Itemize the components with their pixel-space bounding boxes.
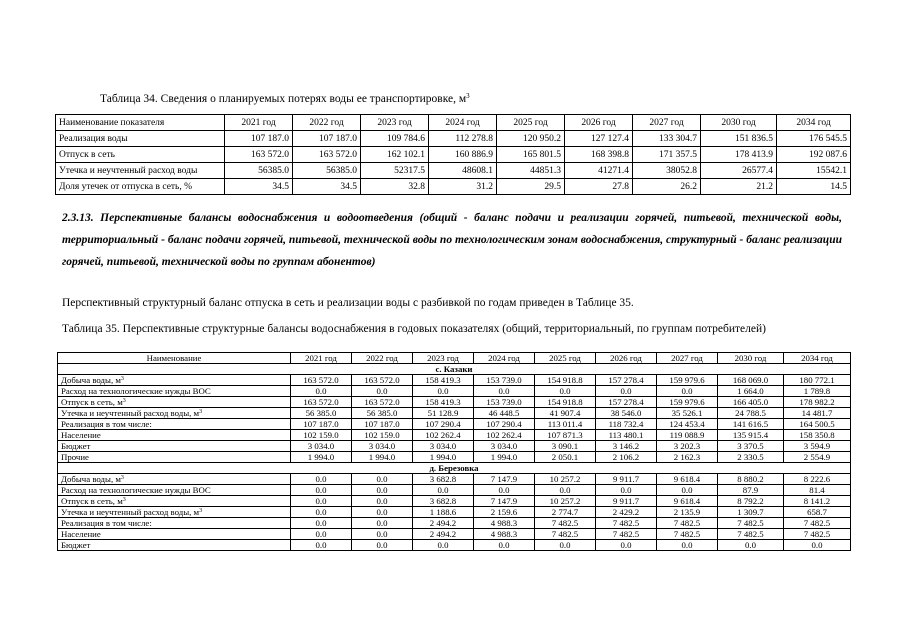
value-cell: 7 147.9 xyxy=(474,496,535,507)
row-label: Реализация в том числе: xyxy=(58,419,291,430)
value-cell: 29.5 xyxy=(497,179,565,195)
value-cell: 9 618.4 xyxy=(657,474,718,485)
value-cell: 113 011.4 xyxy=(535,419,596,430)
header-cell: 2023 год xyxy=(361,115,429,131)
table-row xyxy=(58,386,851,397)
header-cell: Наименование показателя xyxy=(56,115,225,131)
table-row xyxy=(58,518,851,529)
row-label: Реализация в том числе: xyxy=(58,518,291,529)
unit-superscript: 3 xyxy=(122,497,126,503)
value-cell: 154 918.8 xyxy=(535,375,596,386)
value-cell: 2 774.7 xyxy=(535,507,596,518)
value-cell: 157 278.4 xyxy=(596,397,657,408)
value-cell: 2 494.2 xyxy=(413,518,474,529)
value-cell: 0.0 xyxy=(474,386,535,397)
row-label: Население xyxy=(58,529,291,540)
group-row xyxy=(58,364,851,375)
value-cell: 8 222.6 xyxy=(784,474,851,485)
table-row xyxy=(58,485,851,496)
value-cell: 102 262.4 xyxy=(413,430,474,441)
value-cell: 44851.3 xyxy=(497,163,565,179)
value-cell: 14.5 xyxy=(777,179,851,195)
value-cell: 0.0 xyxy=(596,386,657,397)
table-row xyxy=(58,452,851,463)
value-cell: 56 385.0 xyxy=(291,408,352,419)
unit-superscript: 3 xyxy=(120,475,124,481)
value-cell: 0.0 xyxy=(352,485,413,496)
value-cell: 2 494.2 xyxy=(413,529,474,540)
table-row xyxy=(56,131,851,147)
value-cell: 163 572.0 xyxy=(293,147,361,163)
value-cell: 163 572.0 xyxy=(352,375,413,386)
value-cell: 102 159.0 xyxy=(352,430,413,441)
header-cell: 2025 год xyxy=(497,115,565,131)
value-cell: 2 106.2 xyxy=(596,452,657,463)
value-cell: 0.0 xyxy=(352,529,413,540)
table-row xyxy=(58,397,851,408)
value-cell: 3 034.0 xyxy=(474,441,535,452)
value-cell: 0.0 xyxy=(291,507,352,518)
header-cell: 2030 год xyxy=(718,353,784,364)
value-cell: 38052.8 xyxy=(633,163,701,179)
header-cell: 2022 год xyxy=(352,353,413,364)
table-row xyxy=(58,496,851,507)
value-cell: 3 034.0 xyxy=(352,441,413,452)
header-cell: 2025 год xyxy=(535,353,596,364)
value-cell: 56 385.0 xyxy=(352,408,413,419)
value-cell: 0.0 xyxy=(352,496,413,507)
value-cell: 8 880.2 xyxy=(718,474,784,485)
value-cell: 2 050.1 xyxy=(535,452,596,463)
group-row xyxy=(58,463,851,474)
row-label: Добыча воды, $м^3$ xyxy=(58,375,291,386)
value-cell: 3 682.8 xyxy=(413,496,474,507)
value-cell: 0.0 xyxy=(535,485,596,496)
header-cell: 2024 год xyxy=(429,115,497,131)
value-cell: 52317.5 xyxy=(361,163,429,179)
header-cell: 2022 год xyxy=(293,115,361,131)
value-cell: 133 304.7 xyxy=(633,131,701,147)
value-cell: 0.0 xyxy=(657,386,718,397)
value-cell: 3 034.0 xyxy=(291,441,352,452)
value-cell: 120 950.2 xyxy=(497,131,565,147)
value-cell: 3 594.9 xyxy=(784,441,851,452)
value-cell: 168 069.0 xyxy=(718,375,784,386)
value-cell: 7 482.5 xyxy=(657,518,718,529)
value-cell: 163 572.0 xyxy=(225,147,293,163)
value-cell: 154 918.8 xyxy=(535,397,596,408)
header-cell: Наименование xyxy=(58,353,291,364)
table-34 xyxy=(55,114,851,195)
row-label: Отпуск в сеть, $м^3$ xyxy=(58,397,291,408)
value-cell: 4 988.3 xyxy=(474,518,535,529)
value-cell: 0.0 xyxy=(352,540,413,551)
value-cell: 102 159.0 xyxy=(291,430,352,441)
section-heading: 2.3.13. Перспективные балансы водоснабжения и водоотведения (общий - баланс подачи и реализации горячей, питьевой, технической воды, территориальный - баланс подачи горячей, питьевой, технической воды по технологическим зонам водоснабжения, структурный - баланс реализации горячей, питьевой, технической воды по группам абонентов) xyxy=(62,212,842,268)
table-row xyxy=(58,408,851,419)
value-cell: 21.2 xyxy=(701,179,777,195)
value-cell: 24 788.5 xyxy=(718,408,784,419)
value-cell: 163 572.0 xyxy=(291,375,352,386)
value-cell: 7 482.5 xyxy=(535,518,596,529)
row-label: Расход на технологические нужды ВОС xyxy=(58,386,291,397)
value-cell: 46 448.5 xyxy=(474,408,535,419)
value-cell: 9 618.4 xyxy=(657,496,718,507)
value-cell: 3 682.8 xyxy=(413,474,474,485)
value-cell: 9 911.7 xyxy=(596,474,657,485)
table-header-row xyxy=(58,353,851,364)
value-cell: 32.8 xyxy=(361,179,429,195)
table-row xyxy=(58,529,851,540)
value-cell: 0.0 xyxy=(413,540,474,551)
value-cell: 157 278.4 xyxy=(596,375,657,386)
value-cell: 176 545.5 xyxy=(777,131,851,147)
value-cell: 153 739.0 xyxy=(474,397,535,408)
value-cell: 118 732.4 xyxy=(596,419,657,430)
value-cell: 164 500.5 xyxy=(784,419,851,430)
table-row xyxy=(58,507,851,518)
value-cell: 0.0 xyxy=(291,386,352,397)
table-34-caption: Таблица 34. Сведения о планируемых потерях воды ее транспортировке, $м^3$ xyxy=(100,92,470,105)
unit-superscript: 3 xyxy=(199,508,203,514)
value-cell: 1 994.0 xyxy=(352,452,413,463)
value-cell: 3 202.3 xyxy=(657,441,718,452)
value-cell: 151 836.5 xyxy=(701,131,777,147)
header-cell: 2026 год xyxy=(596,353,657,364)
group-name: с. Казаки xyxy=(58,364,851,375)
value-cell: 27.8 xyxy=(565,179,633,195)
value-cell: 124 453.4 xyxy=(657,419,718,430)
header-cell: 2021 год xyxy=(291,353,352,364)
value-cell: 0.0 xyxy=(657,485,718,496)
value-cell: 107 187.0 xyxy=(225,131,293,147)
value-cell: 35 526.1 xyxy=(657,408,718,419)
value-cell: 2 135.9 xyxy=(657,507,718,518)
value-cell: 8 141.2 xyxy=(784,496,851,507)
table-row xyxy=(58,474,851,485)
table-row xyxy=(56,147,851,163)
value-cell: 0.0 xyxy=(596,540,657,551)
value-cell: 153 739.0 xyxy=(474,375,535,386)
value-cell: 0.0 xyxy=(474,540,535,551)
value-cell: 2 330.5 xyxy=(718,452,784,463)
value-cell: 3 090.1 xyxy=(535,441,596,452)
table-row xyxy=(56,179,851,195)
header-cell: 2023 год xyxy=(413,353,474,364)
header-cell: 2030 год xyxy=(701,115,777,131)
value-cell: 7 482.5 xyxy=(596,518,657,529)
table-row xyxy=(58,540,851,551)
header-cell: 2034 год xyxy=(784,353,851,364)
value-cell: 0.0 xyxy=(291,529,352,540)
value-cell: 9 911.7 xyxy=(596,496,657,507)
row-label: Прочие xyxy=(58,452,291,463)
value-cell: 171 357.5 xyxy=(633,147,701,163)
value-cell: 127 127.4 xyxy=(565,131,633,147)
value-cell: 0.0 xyxy=(474,485,535,496)
value-cell: 168 398.8 xyxy=(565,147,633,163)
value-cell: 7 482.5 xyxy=(657,529,718,540)
value-cell: 107 187.0 xyxy=(352,419,413,430)
value-cell: 38 546.0 xyxy=(596,408,657,419)
value-cell: 0.0 xyxy=(291,540,352,551)
value-cell: 7 482.5 xyxy=(596,529,657,540)
table-row xyxy=(58,419,851,430)
value-cell: 48608.1 xyxy=(429,163,497,179)
row-label: Отпуск в сеть, $м^3$ xyxy=(58,496,291,507)
value-cell: 162 102.1 xyxy=(361,147,429,163)
value-cell: 158 350.8 xyxy=(784,430,851,441)
value-cell: 135 915.4 xyxy=(718,430,784,441)
header-cell: 2027 год xyxy=(633,115,701,131)
value-cell: 0.0 xyxy=(657,540,718,551)
value-cell: 1 664.0 xyxy=(718,386,784,397)
value-cell: 159 979.6 xyxy=(657,375,718,386)
value-cell: 113 480.1 xyxy=(596,430,657,441)
row-label: Расход на технологические нужды ВОС xyxy=(58,485,291,496)
row-label: Утечка и неучтенный расход воды, $м^3$ xyxy=(58,507,291,518)
row-label: Население xyxy=(58,430,291,441)
value-cell: 0.0 xyxy=(291,485,352,496)
value-cell: 2 162.3 xyxy=(657,452,718,463)
value-cell: 178 982.2 xyxy=(784,397,851,408)
value-cell: 141 616.5 xyxy=(718,419,784,430)
value-cell: 3 146.2 xyxy=(596,441,657,452)
value-cell: 159 979.6 xyxy=(657,397,718,408)
value-cell: 4 988.3 xyxy=(474,529,535,540)
header-cell: 2027 год xyxy=(657,353,718,364)
table-row xyxy=(58,430,851,441)
value-cell: 3 034.0 xyxy=(413,441,474,452)
value-cell: 109 784.6 xyxy=(361,131,429,147)
header-cell: 2034 год xyxy=(777,115,851,131)
value-cell: 7 482.5 xyxy=(784,518,851,529)
value-cell: 0.0 xyxy=(291,496,352,507)
row-label: Бюджет xyxy=(58,441,291,452)
value-cell: 26.2 xyxy=(633,179,701,195)
value-cell: 107 187.0 xyxy=(291,419,352,430)
header-cell: 2021 год xyxy=(225,115,293,131)
value-cell: 107 187.0 xyxy=(293,131,361,147)
value-cell: 31.2 xyxy=(429,179,497,195)
value-cell: 7 482.5 xyxy=(718,529,784,540)
value-cell: 1 994.0 xyxy=(474,452,535,463)
value-cell: 1 188.6 xyxy=(413,507,474,518)
unit-superscript: 3 xyxy=(120,376,124,382)
value-cell: 119 088.9 xyxy=(657,430,718,441)
row-label: Утечка и неучтенный расход воды xyxy=(56,163,225,179)
value-cell: 0.0 xyxy=(291,474,352,485)
value-cell: 15542.1 xyxy=(777,163,851,179)
value-cell: 7 482.5 xyxy=(535,529,596,540)
row-label: Бюджет xyxy=(58,540,291,551)
value-cell: 10 257.2 xyxy=(535,496,596,507)
value-cell: 178 413.9 xyxy=(701,147,777,163)
table-35-caption: Таблица 35. Перспективные структурные балансы водоснабжения в годовых показателях (общий, территориальный, по группам потребителей) xyxy=(62,323,766,335)
row-label: Отпуск в сеть xyxy=(56,147,225,163)
intro-paragraph: Перспективный структурный баланс отпуска в сеть и реализации воды с разбивкой по годам приведен в Таблице 35. xyxy=(62,297,634,309)
value-cell: 7 482.5 xyxy=(718,518,784,529)
value-cell: 163 572.0 xyxy=(291,397,352,408)
value-cell: 0.0 xyxy=(352,507,413,518)
value-cell: 163 572.0 xyxy=(352,397,413,408)
value-cell: 192 087.6 xyxy=(777,147,851,163)
value-cell: 34.5 xyxy=(293,179,361,195)
value-cell: 7 482.5 xyxy=(784,529,851,540)
value-cell: 10 257.2 xyxy=(535,474,596,485)
value-cell: 107 290.4 xyxy=(474,419,535,430)
value-cell: 0.0 xyxy=(535,540,596,551)
table-row xyxy=(56,163,851,179)
value-cell: 0.0 xyxy=(413,485,474,496)
value-cell: 0.0 xyxy=(352,474,413,485)
value-cell: 1 994.0 xyxy=(291,452,352,463)
value-cell: 158 419.3 xyxy=(413,397,474,408)
value-cell: 0.0 xyxy=(535,386,596,397)
header-cell: 2024 год xyxy=(474,353,535,364)
value-cell: 2 159.6 xyxy=(474,507,535,518)
value-cell: 14 481.7 xyxy=(784,408,851,419)
value-cell: 180 772.1 xyxy=(784,375,851,386)
row-label: Реализация воды xyxy=(56,131,225,147)
value-cell: 34.5 xyxy=(225,179,293,195)
value-cell: 102 262.4 xyxy=(474,430,535,441)
group-name: д. Березовка xyxy=(58,463,851,474)
unit-superscript: 3 xyxy=(122,398,126,404)
unit-superscript: 3 xyxy=(199,409,203,415)
value-cell: 81.4 xyxy=(784,485,851,496)
value-cell: 2 554.9 xyxy=(784,452,851,463)
value-cell: 1 994.0 xyxy=(413,452,474,463)
value-cell: 1 309.7 xyxy=(718,507,784,518)
table-35 xyxy=(57,352,851,551)
value-cell: 0.0 xyxy=(291,518,352,529)
row-label: Доля утечек от отпуска в сеть, % xyxy=(56,179,225,195)
value-cell: 165 801.5 xyxy=(497,147,565,163)
value-cell: 87.9 xyxy=(718,485,784,496)
value-cell: 107 871.3 xyxy=(535,430,596,441)
table-row xyxy=(58,375,851,386)
value-cell: 0.0 xyxy=(596,485,657,496)
value-cell: 7 147.9 xyxy=(474,474,535,485)
value-cell: 107 290.4 xyxy=(413,419,474,430)
table-row xyxy=(58,441,851,452)
value-cell: 56385.0 xyxy=(293,163,361,179)
value-cell: 2 429.2 xyxy=(596,507,657,518)
value-cell: 41 907.4 xyxy=(535,408,596,419)
value-cell: 26577.4 xyxy=(701,163,777,179)
value-cell: 112 278.8 xyxy=(429,131,497,147)
value-cell: 166 405.0 xyxy=(718,397,784,408)
row-label: Добыча воды, $м^3$ xyxy=(58,474,291,485)
value-cell: 160 886.9 xyxy=(429,147,497,163)
value-cell: 658.7 xyxy=(784,507,851,518)
row-label: Утечка и неучтенный расход воды, $м^3$ xyxy=(58,408,291,419)
value-cell: 41271.4 xyxy=(565,163,633,179)
value-cell: 0.0 xyxy=(352,518,413,529)
value-cell: 0.0 xyxy=(784,540,851,551)
value-cell: 0.0 xyxy=(718,540,784,551)
value-cell: 0.0 xyxy=(413,386,474,397)
value-cell: 51 128.9 xyxy=(413,408,474,419)
value-cell: 1 789.8 xyxy=(784,386,851,397)
value-cell: 158 419.3 xyxy=(413,375,474,386)
value-cell: 56385.0 xyxy=(225,163,293,179)
value-cell: 0.0 xyxy=(352,386,413,397)
table-header-row xyxy=(56,115,851,131)
value-cell: 3 370.5 xyxy=(718,441,784,452)
header-cell: 2026 год xyxy=(565,115,633,131)
value-cell: 8 792.2 xyxy=(718,496,784,507)
